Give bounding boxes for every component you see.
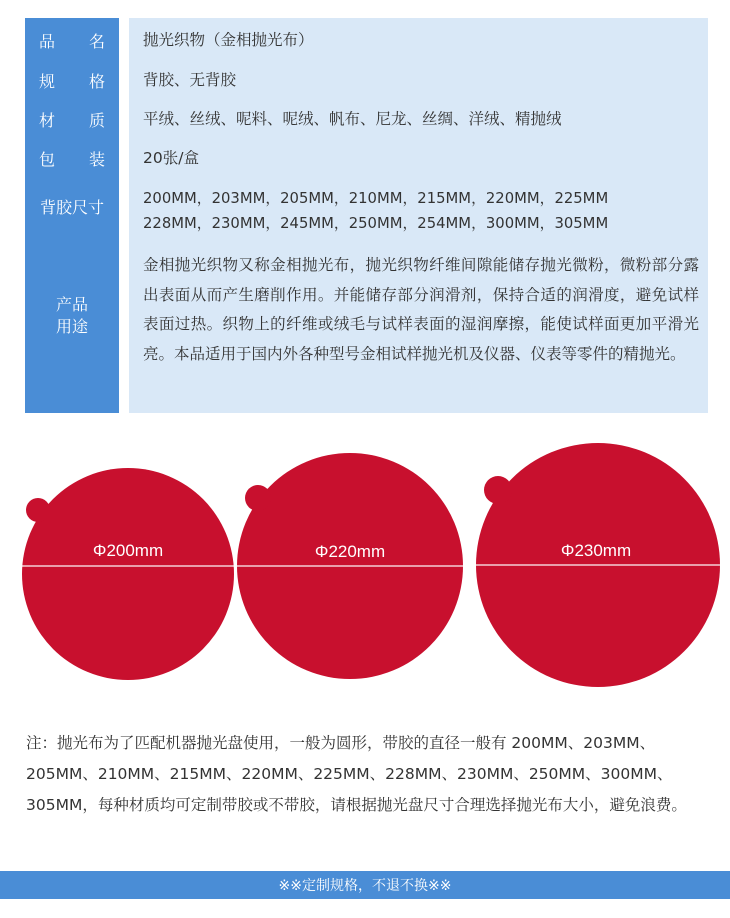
disc-samples: [0, 440, 730, 700]
polishing-disc-image: [470, 440, 730, 700]
label-line: 用途: [55, 317, 88, 336]
label-name: [25, 22, 119, 58]
label-usage: [25, 286, 119, 346]
label-backing-size: 背胶尺寸: [39, 197, 104, 217]
footer-banner: ※※定制规格，不退不换※※: [0, 871, 730, 899]
label-line: 产品: [55, 295, 88, 314]
value-material: 平绒、丝绒、呢料、呢绒、帆布、尼龙、丝绸、洋绒、精抛绒: [143, 110, 562, 128]
disc-label: Φ220mm: [314, 542, 386, 561]
label-packaging: [25, 140, 119, 176]
polishing-disc-image: [8, 464, 258, 714]
label-material: [25, 101, 119, 137]
label-char: 质: [88, 110, 105, 130]
label-char: 格: [88, 71, 105, 91]
value-size-line-2: 228MM，230MM，245MM，250MM，254MM，300MM，305MM: [143, 215, 609, 232]
value-usage: 金相抛光织物又称金相抛光布，抛光织物纤维间隙能储存抛光微粉，微粉部分露出表面从而产生磨削作用。并能储存部分润滑剂，保持合适的润滑度，避免试样表面过热。织物上的纤维或绒毛与试样表面的湿润摩擦，能使试样面更加平滑光亮。本品适用于国内外各种型号金相试样抛光机及仪器、仪表等零件的精抛光。: [143, 256, 699, 363]
value-packaging: 20张/盒: [143, 149, 199, 167]
disc-label: Φ230mm: [560, 541, 632, 560]
label-spec: [25, 62, 119, 98]
disc-label: Φ200mm: [92, 541, 164, 560]
label-column: [25, 18, 119, 413]
label-char: 装: [88, 149, 105, 169]
value-name: 抛光织物（金相抛光布）: [143, 31, 314, 49]
value-size-line-1: 200MM，203MM，205MM，210MM，215MM，220MM，225MM: [143, 190, 609, 207]
label-char: 名: [88, 31, 105, 51]
value-spec: 背胶、无背胶: [143, 71, 237, 89]
spec-table: [25, 18, 708, 413]
label-char: 材: [39, 110, 56, 130]
polishing-disc-image: [232, 452, 482, 702]
note-text: 注：抛光布为了匹配机器抛光盘使用，一般为圆形，带胶的直径一般有 200MM、203MM、205MM、210MM、215MM、220MM、225MM、228MM、230MM、250MM、300MM、305MM，每种材质均可定制带胶或不带胶，请根据抛光盘尺寸合理选择抛光布大小，避免浪费。: [26, 734, 687, 814]
label-char: 规: [39, 71, 56, 91]
label-char: 包: [39, 149, 56, 169]
label-char: 品: [39, 31, 56, 51]
